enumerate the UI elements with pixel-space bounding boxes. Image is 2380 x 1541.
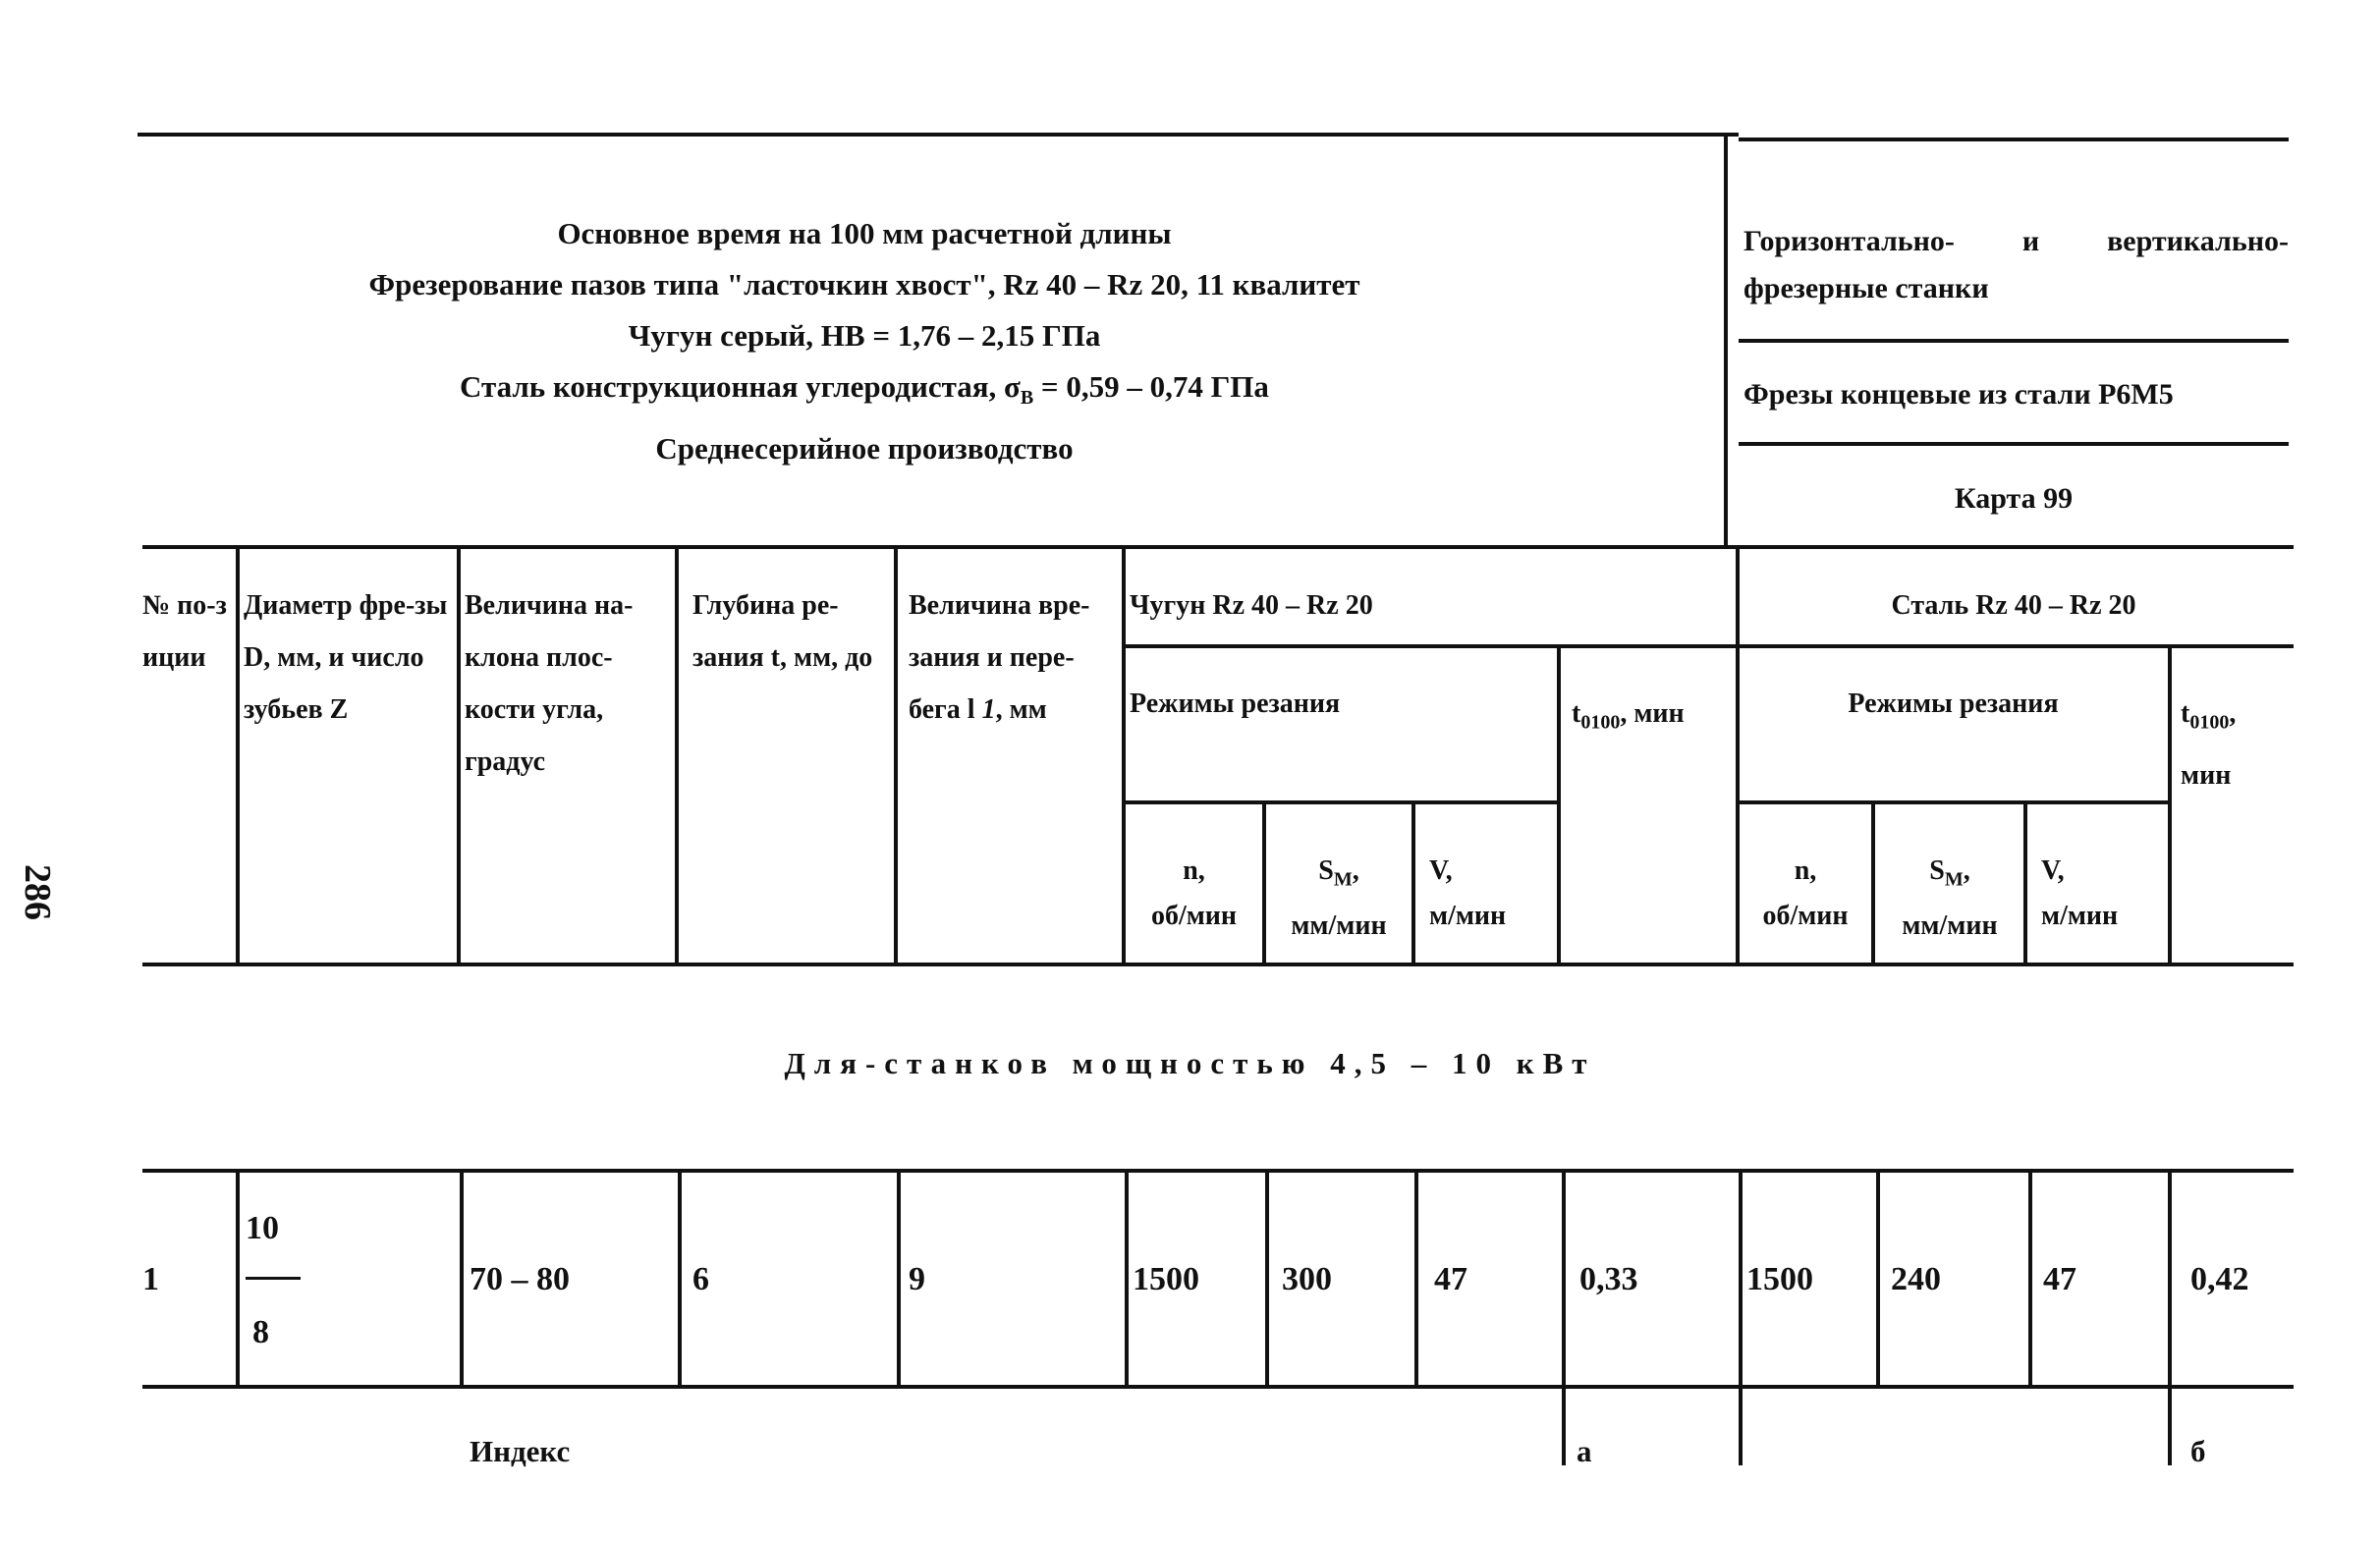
header-overrun: Величина вре-зания и пере-бега l 1, мм — [909, 590, 1090, 725]
header-cast-iron: Чугун Rz 40 – Rz 20 — [1130, 590, 1373, 621]
header-position: № по-зиции — [142, 590, 227, 673]
header-v-cast-iron: V, м/мин — [1429, 855, 1507, 931]
header-modes-steel: Режимы резания — [1848, 688, 2059, 719]
col-line-11 — [2023, 800, 2027, 964]
page-number: 286 — [17, 864, 58, 920]
header-n-cast-iron: n, об/мин — [1150, 855, 1238, 931]
steel-modes-rule — [1739, 800, 2171, 804]
row-col-line-6 — [1265, 1169, 1269, 1387]
row-steel-s: 240 — [1891, 1261, 1941, 1297]
index-b: б — [2190, 1434, 2206, 1468]
row-col-line-12 — [2168, 1169, 2172, 1387]
index-line-a — [1562, 1387, 1566, 1465]
title-divider — [1724, 133, 1728, 545]
right-rule-2 — [1739, 442, 2289, 446]
title-line-3: Чугун серый, HB = 1,76 – 2,15 ГПа — [628, 318, 1101, 353]
row-depth: 6 — [692, 1261, 709, 1297]
header-n-steel: n, об/мин — [1762, 855, 1849, 931]
col-line-1 — [236, 545, 240, 964]
row-slope: 70 – 80 — [470, 1261, 570, 1297]
right-rule-1 — [1739, 339, 2289, 343]
header-diameter: Диаметр фре-зы D, мм, и число зубьев Z — [244, 590, 448, 725]
header-modes-cast-iron: Режимы резания — [1130, 688, 1341, 719]
col-line-7 — [1411, 800, 1415, 964]
header-bottom-rule — [142, 963, 2294, 966]
top-rule — [138, 133, 1739, 137]
header-depth: Глубина ре-зания t, мм, до — [692, 590, 873, 673]
row-col-line-11 — [2028, 1169, 2032, 1387]
title-block — [138, 208, 1591, 474]
row-col-line-3 — [678, 1169, 682, 1387]
row-cast-iron-s: 300 — [1282, 1261, 1332, 1297]
col-line-3 — [675, 545, 679, 964]
row-position: 1 — [142, 1261, 159, 1297]
col-line-4 — [894, 545, 898, 964]
card-number: Карта 99 — [1954, 482, 2074, 515]
group-header-rule — [1125, 644, 2294, 648]
fraction-bar — [246, 1277, 301, 1280]
col-line-2 — [457, 545, 461, 964]
tools-text: Фрезы концевые из стали Р6М5 — [1743, 378, 2174, 411]
row-col-line-5 — [1125, 1169, 1129, 1387]
index-line-b — [2168, 1387, 2172, 1465]
row-cast-iron-v: 47 — [1434, 1261, 1467, 1297]
row-bottom-rule — [142, 1385, 2294, 1389]
row-teeth: 8 — [252, 1314, 269, 1350]
header-s-cast-iron: $S_M$, мм/мин — [1291, 855, 1387, 941]
index-line-mid — [1739, 1387, 1743, 1465]
header-t100-steel: $t_{0100}$, мин — [2181, 698, 2237, 791]
header-top-rule — [142, 545, 2294, 549]
row-col-line-7 — [1414, 1169, 1418, 1387]
title-line-4: Сталь конструкционная углеродистая, $\sigma_B = 0,59 - 0,74$ ГПа — [460, 369, 1269, 410]
machines-text: Горизонтально- и вертикально-фрезерные станки — [1743, 225, 2289, 304]
header-t100-cast-iron: $t_{0100}$, мин — [1572, 698, 1685, 734]
col-line-8 — [1557, 648, 1561, 964]
header-s-steel: $S_M$, мм/мин — [1902, 855, 1998, 941]
col-line-10 — [1871, 800, 1875, 964]
header-v-steel: V, м/мин — [2041, 855, 2119, 931]
index-label: Индекс — [470, 1434, 571, 1468]
title-line-5: Среднесерийное производство — [655, 431, 1074, 467]
row-top-rule — [142, 1169, 2294, 1173]
row-cast-iron-t: 0,33 — [1579, 1261, 1638, 1297]
section-title: Для-станков мощностью 4,5 – 10 кВт — [784, 1046, 1596, 1080]
col-line-6 — [1262, 800, 1266, 964]
header-steel: Сталь Rz 40 – Rz 20 — [1891, 590, 2136, 621]
row-overrun: 9 — [909, 1261, 925, 1297]
col-line-5 — [1122, 545, 1126, 964]
row-diameter: 10 — [246, 1210, 279, 1246]
title-line-1: Основное время на 100 мм расчетной длины — [557, 216, 1172, 250]
title-line-2: Фрезерование пазов типа "ласточкин хвост", Rz 40 – Rz 20, 11 квалитет — [368, 267, 1360, 302]
row-col-line-2 — [460, 1169, 464, 1387]
index-a: а — [1577, 1434, 1592, 1468]
row-col-line-1 — [236, 1169, 240, 1387]
cast-iron-modes-rule — [1125, 800, 1557, 804]
row-steel-v: 47 — [2043, 1261, 2076, 1297]
col-line-12 — [2168, 648, 2172, 964]
row-steel-t: 0,42 — [2190, 1261, 2249, 1297]
row-col-line-4 — [897, 1169, 901, 1387]
row-col-line-8 — [1562, 1169, 1566, 1387]
row-col-line-10 — [1876, 1169, 1880, 1387]
header-slope: Величина на-клона плос-кости угла, градус — [465, 590, 634, 777]
row-col-line-9 — [1739, 1169, 1743, 1387]
row-cast-iron-n: 1500 — [1133, 1261, 1199, 1297]
top-rule-right — [1739, 138, 2289, 141]
row-steel-n: 1500 — [1746, 1261, 1813, 1297]
